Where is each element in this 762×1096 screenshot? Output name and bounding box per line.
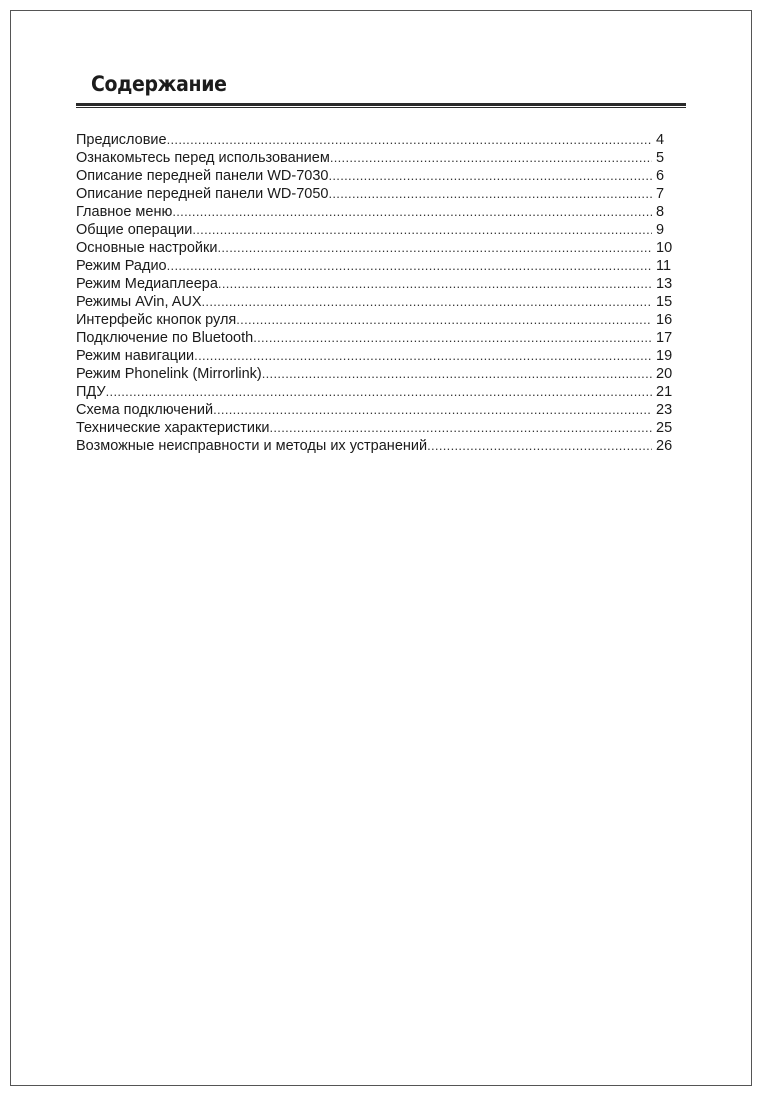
toc-entry-label: Общие операции bbox=[76, 222, 193, 238]
toc-entry-page: 21 bbox=[656, 384, 673, 400]
toc-entry-label: Технические характеристики bbox=[76, 420, 270, 436]
toc-entry-label: Подключение по Bluetooth bbox=[76, 330, 254, 346]
toc-entry[interactable] bbox=[76, 221, 686, 239]
toc-entry-label: Режим Phonelink (Mirrorlink) bbox=[76, 366, 262, 382]
toc-entry[interactable] bbox=[76, 239, 686, 257]
toc-entry-label: Главное меню bbox=[76, 204, 173, 220]
toc-leader-dots bbox=[427, 437, 652, 455]
toc-leader-dots bbox=[213, 401, 652, 419]
toc-entry[interactable] bbox=[76, 419, 686, 437]
toc-leader-dots bbox=[167, 131, 652, 149]
toc-entry-label: Основные настройки bbox=[76, 240, 218, 256]
toc-entry-page: 6 bbox=[656, 168, 665, 184]
toc-entry-label: Возможные неисправности и методы их устранений bbox=[76, 438, 428, 454]
toc-entry-page: 17 bbox=[656, 330, 673, 346]
toc-entry-label: Описание передней панели WD-7030 bbox=[76, 168, 329, 184]
toc-entry[interactable] bbox=[76, 293, 686, 311]
toc-entry-page: 15 bbox=[656, 294, 673, 310]
toc-leader-dots bbox=[328, 167, 652, 185]
toc-entry[interactable] bbox=[76, 401, 686, 419]
toc-entry[interactable] bbox=[76, 149, 686, 167]
toc-entry-label: Схема подключений bbox=[76, 402, 214, 418]
toc-entry-label: ПДУ bbox=[76, 384, 106, 400]
toc-entry[interactable] bbox=[76, 347, 686, 365]
toc-leader-dots bbox=[269, 419, 652, 437]
toc-entry-page: 26 bbox=[656, 438, 673, 454]
toc-entry[interactable] bbox=[76, 329, 686, 347]
toc-entry-label: Предисловие bbox=[76, 132, 167, 148]
toc-entry[interactable] bbox=[76, 275, 686, 293]
toc-entry-label: Режим Медиаплеера bbox=[76, 276, 218, 292]
toc-entry-label: Ознакомьтесь перед использованием bbox=[76, 150, 330, 166]
toc-entry[interactable] bbox=[76, 311, 686, 329]
toc-entry-page: 10 bbox=[656, 240, 673, 256]
toc-entry[interactable] bbox=[76, 131, 686, 149]
toc-entry[interactable] bbox=[76, 437, 686, 455]
toc-entry-page: 13 bbox=[656, 276, 673, 292]
table-of-contents bbox=[76, 131, 686, 455]
toc-entry[interactable] bbox=[76, 383, 686, 401]
toc-entry-page: 11 bbox=[656, 258, 672, 274]
toc-leader-dots bbox=[194, 347, 652, 365]
toc-entry-page: 9 bbox=[656, 222, 665, 238]
toc-leader-dots bbox=[253, 329, 652, 347]
page-title: Содержание bbox=[91, 72, 227, 96]
toc-leader-dots bbox=[262, 365, 652, 383]
toc-entry-page: 8 bbox=[656, 204, 665, 220]
toc-entry-label: Режим Радио bbox=[76, 258, 167, 274]
toc-entry-label: Режим навигации bbox=[76, 348, 195, 364]
toc-entry[interactable] bbox=[76, 167, 686, 185]
toc-entry-page: 16 bbox=[656, 312, 673, 328]
toc-leader-dots bbox=[217, 239, 652, 257]
toc-entry-page: 25 bbox=[656, 420, 673, 436]
toc-leader-dots bbox=[218, 275, 652, 293]
toc-entry-page: 19 bbox=[656, 348, 673, 364]
toc-leader-dots bbox=[236, 311, 652, 329]
toc-leader-dots bbox=[328, 185, 652, 203]
toc-entry-page: 20 bbox=[656, 366, 673, 382]
title-divider bbox=[76, 103, 686, 108]
toc-entry-page: 5 bbox=[656, 150, 665, 166]
toc-entry-label: Интерфейс кнопок руля bbox=[76, 312, 237, 328]
toc-entry-page: 4 bbox=[656, 132, 665, 148]
toc-entry[interactable] bbox=[76, 203, 686, 221]
toc-entry-page: 23 bbox=[656, 402, 673, 418]
toc-entry[interactable] bbox=[76, 365, 686, 383]
toc-entry-page: 7 bbox=[656, 186, 665, 202]
toc-leader-dots bbox=[172, 203, 652, 221]
toc-leader-dots bbox=[202, 293, 652, 311]
toc-leader-dots bbox=[330, 149, 652, 167]
toc-leader-dots bbox=[192, 221, 652, 239]
toc-leader-dots bbox=[106, 383, 652, 401]
toc-entry-label: Описание передней панели WD-7050 bbox=[76, 186, 329, 202]
toc-entry-label: Режимы AVin, AUX bbox=[76, 294, 202, 310]
toc-entry[interactable] bbox=[76, 257, 686, 275]
toc-entry[interactable] bbox=[76, 185, 686, 203]
toc-leader-dots bbox=[167, 257, 652, 275]
